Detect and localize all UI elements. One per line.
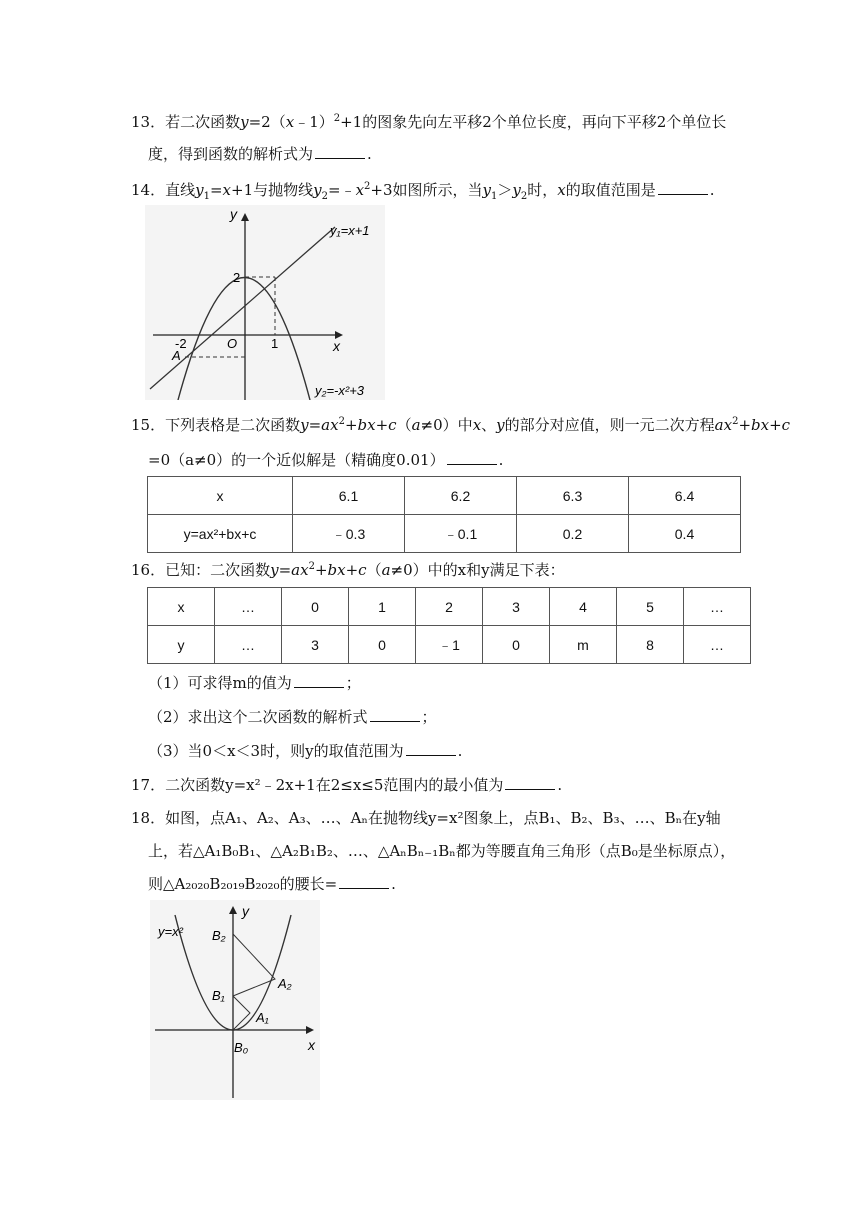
table-cell: 0.4 [629,515,741,553]
answer-blank[interactable] [658,182,708,195]
answer-blank[interactable] [339,876,389,889]
q17-line: 17．二次函数y=x²﹣2x+1在2≤x≤5范围内的最小值为 . [131,776,563,794]
table-cell: 6.4 [629,477,741,515]
parabola-label: y₂=-x²+3 [315,383,365,398]
answer-blank[interactable] [370,709,420,722]
table-cell: 6.1 [293,477,405,515]
y-axis-label: y [230,206,237,222]
q15-table [147,476,741,553]
table-cell: 3 [282,626,349,664]
q16-part3: （3）当0＜x＜3时，则y的取值范围为 . [148,742,463,760]
table-cell: … [215,626,282,664]
q16-part2: （2）求出这个二次函数的解析式 ； [148,708,437,726]
x-axis-label: x [333,338,340,354]
table-cell: 5 [617,588,684,626]
tick-2-label: 2 [233,270,241,285]
table-cell: 2 [416,588,483,626]
q16-table [147,587,751,664]
point-A-label: A [172,348,181,363]
answer-blank[interactable] [294,675,344,688]
table-cell: ﹣0.3 [293,515,405,553]
table-cell: 0 [282,588,349,626]
table-cell: ﹣1 [416,626,483,664]
origin-label: O [227,336,238,351]
table-row [148,515,741,553]
table-cell: 6.3 [517,477,629,515]
tick-neg2-label: -2 [175,336,187,351]
q16-part1: （1）可求得m的值为 ； [148,674,361,692]
q15-line1: 15．下列表格是二次函数$y=ax^2+bx+c(a\ne 0)$中x、y的部分对应值，则一元二次方程$ax^2+bx+c$ [131,416,791,434]
table-row [148,588,751,626]
table-cell: 4 [550,588,617,626]
table-cell: 8 [617,626,684,664]
b0-label: B₀ [234,1040,249,1055]
q18-line2: 上，若△A₁B₀B₁、△A₂B₁B₂、…、△AₙBₙ₋₁Bₙ都为等腰直角三角形（点B₀是坐标原点）， [148,842,736,860]
a2-label: A₂ [278,976,292,991]
y-axis-label: y [242,903,249,919]
curve-label: y=x² [158,924,183,939]
table-cell: … [215,588,282,626]
line-label: y₁=x+1 [330,223,370,238]
table-cell: 0.2 [517,515,629,553]
q13-line1: 13．若二次函数y=2（x﹣1）$^2$+1的图象先向左平移2个单位长度，再向下平移2个单位长 [131,113,727,131]
table-cell: x [148,477,293,515]
table-cell: 0 [483,626,550,664]
b1-label: B₁ [212,988,225,1003]
q14-line: 14．直线$y_1=x+1$与抛物线$y_2=﹣x^2+3$如图所示，当$y_1>y_2$时，x的取值范围是 . [131,181,715,202]
q15-line2: =0（a≠0）的一个近似解是（精确度0.01） . [148,451,504,469]
table-cell: ﹣0.1 [405,515,517,553]
table-cell: … [684,626,751,664]
table-cell: 3 [483,588,550,626]
answer-blank[interactable] [406,743,456,756]
q14-graph [145,205,385,400]
q16-stem: 16．已知：二次函数$y=ax^2+bx+c(a\ne 0)$中的x和y满足下表： [131,561,565,579]
table-cell: 0 [349,626,416,664]
answer-blank[interactable] [447,452,497,465]
table-cell: x [148,588,215,626]
x-axis-label: x [308,1037,315,1053]
answer-blank[interactable] [505,777,555,790]
table-cell: 1 [349,588,416,626]
table-cell: … [684,588,751,626]
q13-line2: 度，得到函数的解析式为 . [148,145,372,163]
table-cell: 6.2 [405,477,517,515]
table-cell: y [148,626,215,664]
q18-line3: 则△A₂₀₂₀B₂₀₁₉B₂₀₂₀的腰长= . [148,875,396,893]
q18-graph [150,900,320,1100]
answer-blank[interactable] [315,146,365,159]
table-row [148,626,751,664]
table-cell: m [550,626,617,664]
tick-1-label: 1 [271,336,279,351]
table-cell: y=ax²+bx+c [148,515,293,553]
a1-label: A₁ [256,1010,269,1025]
q18-line1: 18．如图，点A₁、A₂、A₃、…、Aₙ在抛物线y=x²图象上，点B₁、B₂、B₃、…、Bₙ在y轴 [131,809,721,827]
table-row [148,477,741,515]
b2-label: B₂ [212,928,226,943]
